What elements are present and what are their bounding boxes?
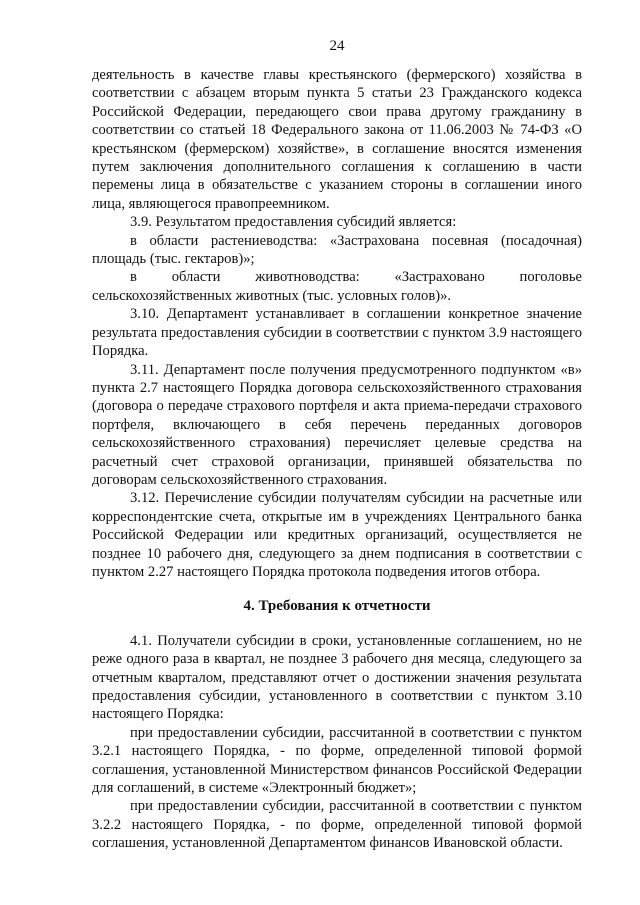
paragraph-3-9: 3.9. Результатом предоставления субсидий является:: [130, 214, 457, 231]
paragraph-3-11: 3.11. Департамент после получения предусмотренного подпунктом «в» пункта 2.7 настоящего Порядка договора сельскохозяйственного страхования (договора о передаче страхового портфеля и акта приема-передачи страхового портфеля, включающего в себя перечень переданных договоров сельскохозяйственного страхования) перечисляет целевые средства на расчетный счет страховой организации, принявшей обязательства по договорам сельскохозяйственного страхования.: [92, 361, 582, 488]
paragraph-report-federal: при предоставлении субсидии, рассчитанной в соответствии с пунктом 3.2.1 настоящего Порядка, - по форме, определенной типовой формой соглашения, установленной Министерством финансов Российской Федерации для соглашений, в системе «Электронный бюджет»;: [92, 724, 582, 797]
paragraph-continuation: деятельность в качестве главы крестьянского (фермерского) хозяйства в соответствии с абзацем вторым пункта 5 статьи 23 Гражданского кодекса Российской Федерации, передающего свои права другому гражданину в соответствии со статьей 18 Федерального закона от 11.06.2003 № 74-ФЗ «О крестьянском (фермерском) хозяйстве», в соглашение вносятся изменения путем заключения дополнительного соглашения к соглашению в части перемены лица в обязательстве с указанием стороны в соглашении иного лица, являющегося правопреемником.: [92, 67, 582, 212]
paragraph-4-1: 4.1. Получатели субсидии в сроки, установленные соглашением, но не реже одного раза в квартал, не позднее 3 рабочего дня месяца, следующего за отчетным кварталом, представляют отчет о достижении значения результата предоставления субсидии, установленного в соответствии с пунктом 3.10 настоящего Порядка:: [92, 632, 582, 723]
paragraph-3-12: 3.12. Перечисление субсидии получателям субсидии на расчетные или корреспондентские счета, открытые им в учреждениях Центрального банка Российской Федерации или кредитных организаций, осуществляется не позднее 10 рабочего дня, следующего за днем подписания в соответствии с пунктом 2.27 настоящего Порядка протокола подведения итогов отбора.: [92, 490, 582, 580]
page-number: 24: [329, 38, 345, 54]
section-heading: 4. Требования к отчетности: [243, 598, 431, 615]
paragraph-3-10: 3.10. Департамент устанавливает в соглашении конкретное значение результата предоставления субсидии в соответствии с пунктом 3.9 настоящего Порядка.: [92, 306, 582, 360]
paragraph-livestock: в области животноводства: «Застраховано поголовье сельскохозяйственных животных (тыс. условных голов)».: [92, 269, 582, 304]
paragraph-report-regional: при предоставлении субсидии, рассчитанной в соответствии с пунктом 3.2.2 настоящего Порядка, - по форме, определенной типовой формой соглашения, установленной Департаментом финансов Ивановской области.: [92, 798, 582, 852]
paragraph-crop-production: в области растениеводства: «Застрахована посевная (посадочная) площадь (тыс. гектаров)»;: [92, 232, 582, 268]
document-body: [92, 66, 582, 853]
